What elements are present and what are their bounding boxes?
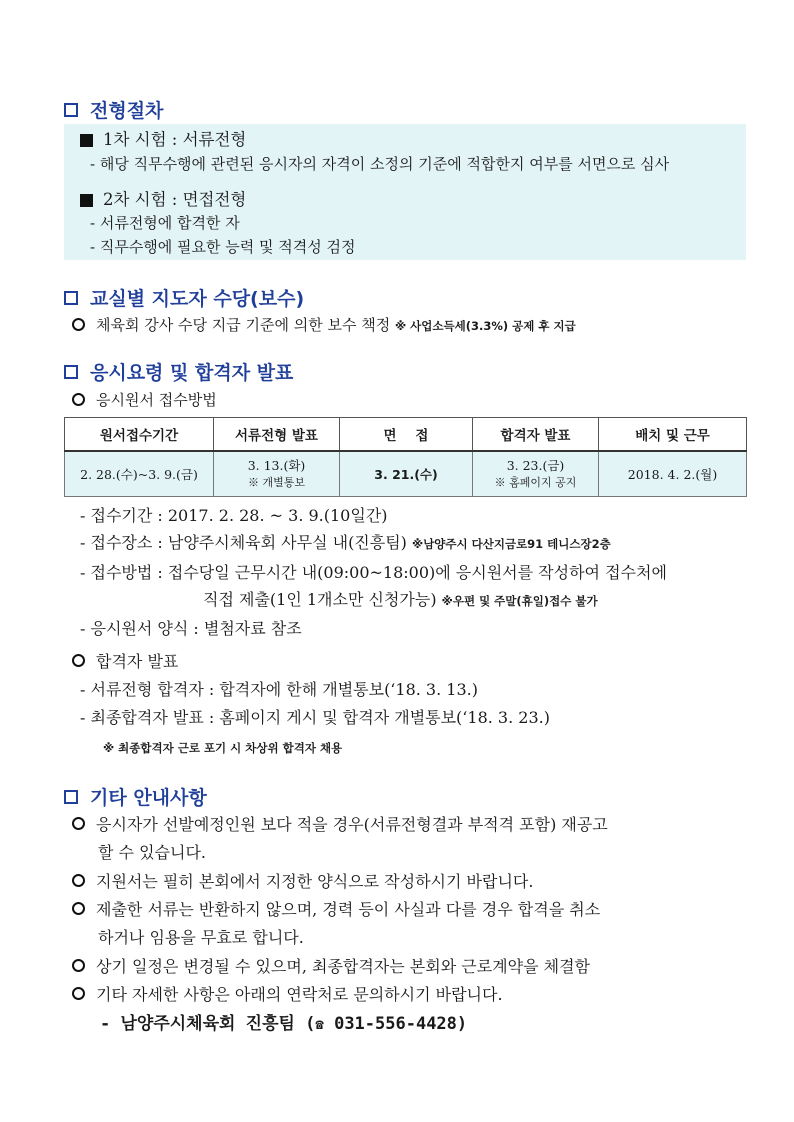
circle-bullet-icon bbox=[72, 817, 85, 830]
section-title-text: 응시요령 및 합격자 발표 bbox=[90, 362, 294, 384]
circle-bullet-icon bbox=[72, 654, 85, 667]
phone-icon: ☎ bbox=[315, 1017, 324, 1033]
etc-item-text: 지원서는 필히 본회에서 지정한 양식으로 작성하시기 바랍니다. bbox=[96, 872, 534, 891]
method-line2-text: 직접 제출(1인 1개소만 신청가능) bbox=[203, 590, 437, 609]
section-title-apply bbox=[64, 358, 293, 385]
final-note: ※ 홈페이지 공지 bbox=[494, 476, 577, 489]
place-line bbox=[80, 533, 611, 554]
black-square-icon bbox=[80, 134, 93, 147]
checkbox-square-icon bbox=[64, 291, 78, 305]
table-header: 원서접수기간 bbox=[65, 418, 214, 452]
circle-bullet-icon bbox=[72, 393, 85, 406]
etc-item-text: 상기 일정은 변경될 수 있으며, 최종합격자는 본회와 근로계약을 체결함 bbox=[96, 957, 590, 976]
table-header: 면 접 bbox=[340, 418, 473, 452]
pay-note: ※ 사업소득세(3.3%) 공제 후 지급 bbox=[394, 319, 576, 333]
final-date: 3. 23.(금) bbox=[506, 458, 565, 473]
cell-final-result bbox=[473, 451, 599, 497]
etc-item-1 bbox=[72, 815, 608, 835]
checkbox-square-icon bbox=[64, 365, 78, 379]
contact-line bbox=[100, 1014, 467, 1035]
etc-item-text: 기타 자세한 사항은 아래의 연락처로 문의하시기 바랍니다. bbox=[96, 985, 503, 1004]
etc-item-4 bbox=[72, 957, 590, 977]
method-line2 bbox=[203, 590, 598, 611]
apply-method-heading bbox=[72, 390, 217, 410]
doc-note: ※ 개별통보 bbox=[247, 476, 305, 489]
stage1-title bbox=[80, 130, 246, 150]
stage1-desc: - 해당 직무수행에 관련된 응시자의 자격이 소정의 기준에 적합한지 여부를 서면으로 심사 bbox=[90, 155, 670, 173]
method-heading-text: 응시원서 접수방법 bbox=[96, 391, 217, 409]
place-text: - 접수장소 : 남양주시체육회 사무실 내(진흥팀) bbox=[80, 533, 407, 552]
result-heading bbox=[72, 652, 178, 672]
cell-work: 2018. 4. 2.(월) bbox=[599, 451, 747, 497]
result-heading-text: 합격자 발표 bbox=[96, 652, 179, 671]
contact-phone: 031-556-4428) bbox=[323, 1014, 468, 1034]
etc-item-3 bbox=[72, 900, 600, 920]
result-note: ※ 최종합격자 근로 포기 시 차상위 합격자 채용 bbox=[103, 741, 343, 755]
method-note: ※우편 및 주말(휴일)접수 불가 bbox=[441, 594, 598, 608]
method-line1: - 접수방법 : 접수당일 근무시간 내(09:00~18:00)에 응시원서를 작성하여 접수처에 bbox=[80, 563, 667, 582]
section-title-text: 교실별 지도자 수당(보수) bbox=[90, 288, 305, 310]
circle-bullet-icon bbox=[72, 902, 85, 915]
doc-date: 3. 13.(화) bbox=[247, 458, 306, 473]
etc-item-text: 제출한 서류는 반환하지 않으며, 경력 등이 사실과 다를 경우 합격을 취소 bbox=[96, 900, 601, 919]
table-header: 합격자 발표 bbox=[473, 418, 599, 452]
checkbox-square-icon bbox=[64, 790, 78, 804]
etc-item-3-cont: 하거나 임용을 무효로 합니다. bbox=[98, 928, 304, 947]
circle-bullet-icon bbox=[72, 959, 85, 972]
result-final-line: - 최종합격자 발표 : 홈페이지 게시 및 합격자 개별통보(‘18. 3. 23.) bbox=[80, 708, 550, 727]
pay-item bbox=[72, 315, 576, 336]
circle-bullet-icon bbox=[72, 874, 85, 887]
section-title-selection bbox=[64, 96, 163, 123]
place-note: ※남양주시 다산지금로91 테니스장2층 bbox=[412, 537, 611, 551]
etc-item-text: 응시자가 선발예정인원 보다 적을 경우(서류전형결과 부적격 포함) 재공고 bbox=[96, 815, 608, 834]
stage2-item: - 직무수행에 필요한 능력 및 적격성 검정 bbox=[90, 238, 356, 256]
circle-bullet-icon bbox=[72, 318, 85, 331]
etc-item-5 bbox=[72, 985, 503, 1005]
cell-period: 2. 28.(수)~3. 9.(금) bbox=[65, 451, 214, 497]
cell-interview: 3. 21.(수) bbox=[340, 451, 473, 497]
stage1-title-text: 1차 시험 : 서류전형 bbox=[103, 130, 247, 149]
section-title-pay bbox=[64, 284, 304, 311]
section-title-text: 전형절차 bbox=[90, 100, 164, 122]
period-line: - 접수기간 : 2017. 2. 28. ~ 3. 9.(10일간) bbox=[80, 506, 388, 525]
black-square-icon bbox=[80, 194, 93, 207]
stage2-title-text: 2차 시험 : 면접전형 bbox=[103, 190, 247, 209]
cell-doc-result bbox=[214, 451, 340, 497]
table-header-row bbox=[65, 418, 747, 452]
section-title-text: 기타 안내사항 bbox=[90, 787, 207, 809]
table-header: 서류전형 발표 bbox=[214, 418, 340, 452]
contact-prefix: - 남양주시체육회 진흥팀 ( bbox=[100, 1014, 316, 1034]
table-header: 배치 및 근무 bbox=[599, 418, 747, 452]
table-row bbox=[65, 451, 747, 497]
etc-item-2 bbox=[72, 872, 533, 892]
pay-item-text: 체육회 강사 수당 지급 기준에 의한 보수 책정 bbox=[96, 316, 391, 334]
stage2-title bbox=[80, 190, 246, 210]
checkbox-square-icon bbox=[64, 103, 78, 117]
form-line: - 응시원서 양식 : 별첨자료 참조 bbox=[80, 619, 302, 638]
stage2-item: - 서류전형에 합격한 자 bbox=[90, 214, 240, 232]
etc-item-1-cont: 할 수 있습니다. bbox=[98, 843, 206, 862]
circle-bullet-icon bbox=[72, 987, 85, 1000]
schedule-table bbox=[64, 417, 747, 497]
result-doc-line: - 서류전형 합격자 : 합격자에 한해 개별통보(‘18. 3. 13.) bbox=[80, 680, 478, 699]
section-title-etc bbox=[64, 783, 207, 810]
